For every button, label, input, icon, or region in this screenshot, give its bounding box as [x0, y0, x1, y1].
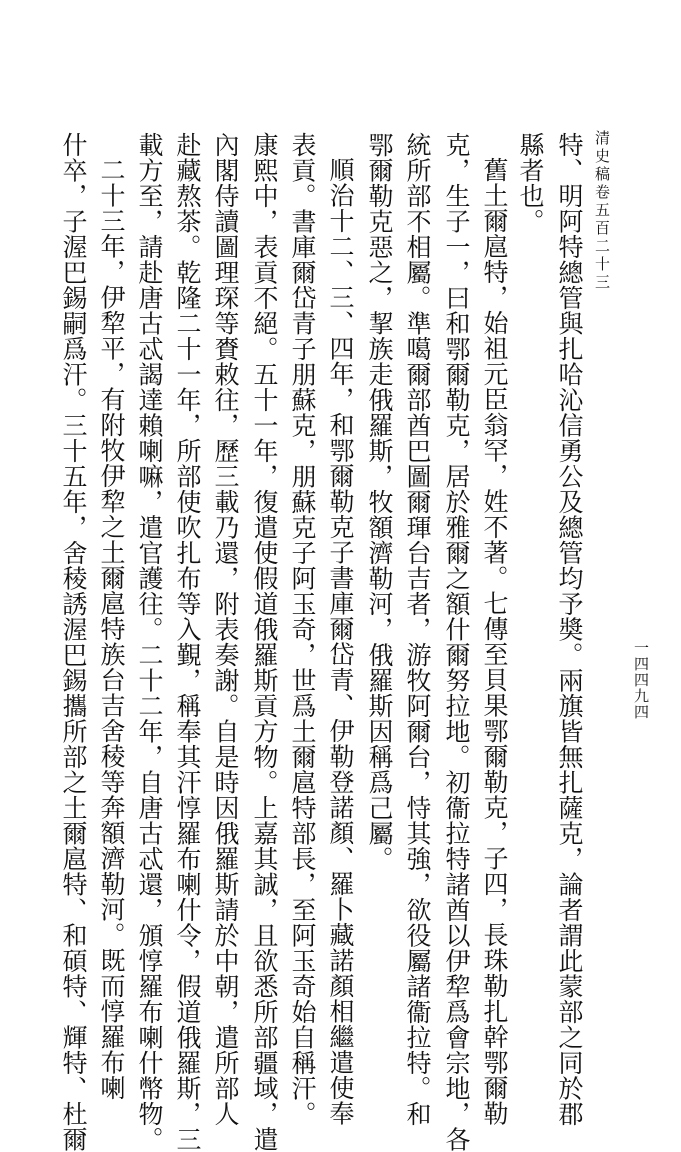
text-column: 縣者也。	[516, 132, 545, 234]
text-column: 特、明阿特總管與扎哈沁信勇公及總管均予奬。兩旗皆無扎薩克，論者謂此蒙部之同於郡	[555, 132, 584, 1127]
text-column: 統所部不相屬。準噶爾部酋巴圖爾琿台吉者，游牧阿爾台，恃其強，欲役屬諸衞拉特。和	[403, 132, 432, 1127]
running-title: 清史稿卷五百二十三	[593, 130, 611, 292]
text-column: 鄂爾勒克惡之，挈族走俄羅斯，牧額濟勒河，俄羅斯因稱爲己屬。	[365, 132, 394, 872]
text-column: 二十三年，伊犂平，有附牧伊犂之土爾扈特族台吉舍稜等奔額濟勒河。既而惇羅布喇	[97, 157, 126, 1101]
text-column: 赴藏熬茶。乾隆二十一年，所部使吹扎布等入覲，稱奉其汗惇羅布喇什令，假道俄羅斯，三	[173, 132, 202, 1152]
text-column: 康熙中，表貢不絕。五十一年，復遣使假道俄羅斯貢方物。上嘉其誠，且欲悉所部疆域，遣	[250, 132, 279, 1152]
text-column: 克，生子一，曰和鄂爾勒克，居於雅爾之額什爾努拉地。初衞拉特諸酋以伊犂爲會宗地，各	[442, 132, 471, 1152]
text-column: 什卒，子渥巴錫嗣爲汗。三十五年，舍稜誘渥巴錫攜所部之土爾扈特、和碩特、輝特、杜爾	[59, 132, 88, 1152]
text-column: 表貢。書庫爾岱青子朋蘇克，朋蘇克子阿玉奇，世爲土爾扈特部長，至阿玉奇始自稱汗。	[288, 132, 317, 1127]
text-column: 舊土爾扈特，始祖元臣翁罕，姓不著。七傳至貝果鄂爾勒克，子四，長珠勒扎幹鄂爾勒	[480, 157, 509, 1126]
text-column: 順治十二、三、四年，和鄂爾勒克子書庫爾岱青、伊勒登諾顏、羅卜藏諾顏相繼遣使奉	[326, 157, 355, 1126]
page-number: 一四四九四	[632, 640, 650, 720]
text-column: 載方至，請赴唐古忒謁達賴喇嘛，遣官護往。二十二年，自唐古忒還，頒惇羅布喇什幣物。	[135, 132, 164, 1152]
text-column: 內閣侍讀圖理琛等賚敕往，歷三載乃還，附表奏謝。自是時因俄羅斯請於中朝，遣所部人	[211, 132, 240, 1127]
